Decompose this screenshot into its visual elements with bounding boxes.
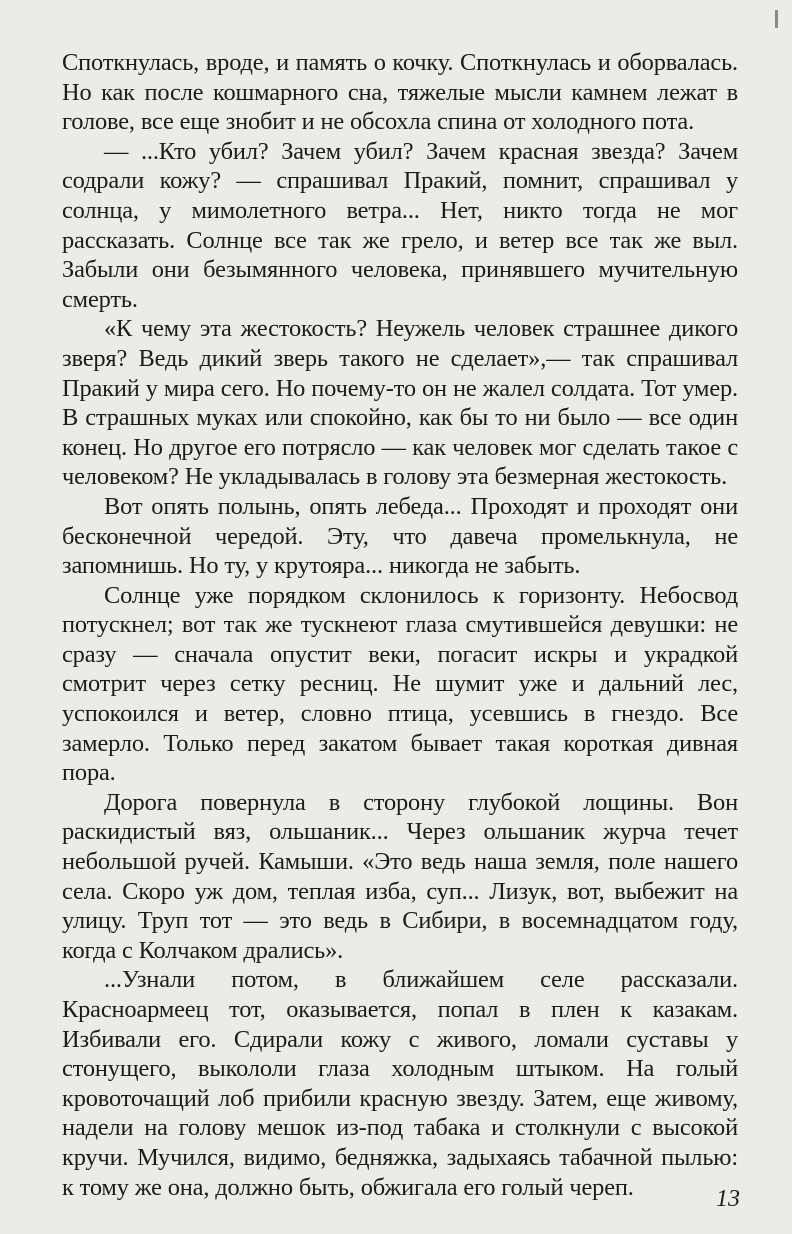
page-number: 13 bbox=[716, 1186, 740, 1212]
paragraph-6: Дорога повернула в сторону глубокой лощины. Вон раскидистый вяз, ольшаник... Через ольшаник журча течет небольшой ручей. Камыши. «Это ведь наша земля, поле нашего села. Скоро уж дом, теплая изба, суп... Лизук, вот, выбежит на улицу. Труп тот — это ведь в Сибири, в восемнадцатом году, когда с Колчаком дрались». bbox=[62, 788, 738, 964]
paragraph-5: Солнце уже порядком склонилось к горизонту. Небосвод потускнел; вот так же тускнеют глаза смутившейся девушки: не сразу — сначала опустит веки, погасит искры и украдкой смотрит через сетку ресниц. Не шумит уже и дальний лес, успокоился и ветер, словно птица, усевшись в гнездо. Все замерло. Только перед закатом бывает такая короткая дивная пора. bbox=[62, 581, 738, 787]
paragraph-3: «К чему эта жестокость? Неужель человек страшнее дикого зверя? Ведь дикий зверь такого не сделает»,— так спрашивал Пракий у мира сего. Но почему-то он не жалел солдата. Тот умер. В страшных муках или спокойно, как бы то ни было — все один конец. Но другое его потрясло — как человек мог сделать такое с человеком? Не укладывалась в голову эта безмерная жестокость. bbox=[62, 315, 738, 491]
paragraph-1: Споткнулась, вроде, и память о кочку. Споткнулась и оборвалась. Но как после кошмарного сна, тяжелые мысли камнем лежат в голове, все еще знобит и не обсохла спина от холодного пота. bbox=[62, 49, 738, 136]
paragraph-4: Вот опять полынь, опять лебеда... Проходят и проходят они бесконечной чередой. Эту, что давеча промелькнула, не запомнишь. Но ту, у крутояра... никогда не забыть. bbox=[62, 492, 738, 580]
page-edge-mark bbox=[775, 10, 778, 28]
body-text bbox=[62, 48, 738, 1202]
paragraph-7: ...Узнали потом, в ближайшем селе рассказали. Красноармеец тот, оказывается, попал в плен к казакам. Избивали его. Сдирали кожу с живого, ломали суставы у стонущего, выкололи глаза холодным штыком. На голый кровоточащий лоб прибили красную звезду. Затем, еще живому, надели на голову мешок из-под табака и столкнули с высокой кручи. Мучился, видимо, бедняжка, задыхаясь табачной пылью: к тому же она, должно быть, обжигала его голый череп. bbox=[62, 966, 738, 1201]
paragraph-2: — ...Кто убил? Зачем убил? Зачем красная звезда? Зачем содрали кожу? — спрашивал Пракий, помнит, спрашивал у солнца, у мимолетного ветра... Нет, никто тогда не мог рассказать. Солнце все так же грело, и ветер все так же выл. Забыли они безымянного человека, принявшего мучительную смерть. bbox=[62, 137, 738, 313]
